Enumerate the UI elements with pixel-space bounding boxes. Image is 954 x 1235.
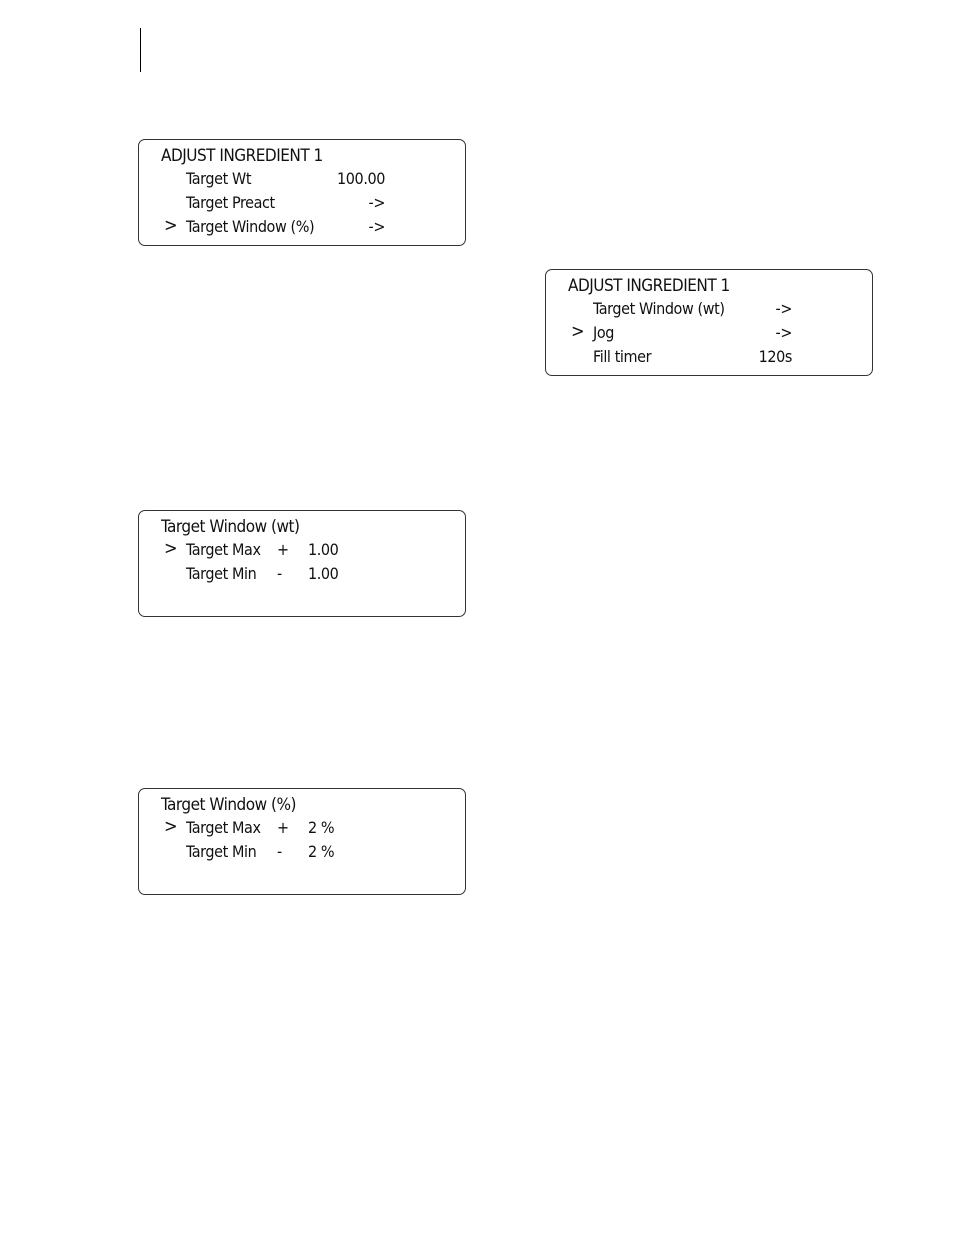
panel-title: Target Window (wt)	[161, 517, 300, 537]
menu-row-target-preact[interactable]	[139, 193, 465, 217]
menu-row-jog[interactable]	[546, 323, 872, 347]
menu-row-value: 2 %	[308, 818, 335, 837]
lcd-panel-target-window-wt	[138, 510, 466, 617]
menu-row-label: Target Max	[186, 818, 261, 837]
menu-row-target-wt[interactable]	[139, 169, 465, 193]
panel-title: ADJUST INGREDIENT 1	[568, 276, 730, 296]
panel-title: Target Window (%)	[161, 795, 296, 815]
minus-sign: -	[277, 842, 282, 861]
plus-sign: +	[277, 818, 289, 837]
plus-sign: +	[277, 540, 289, 559]
cursor-indicator: >	[164, 215, 178, 236]
menu-row-value: 120s	[758, 347, 792, 366]
menu-row-value: ->	[775, 299, 792, 318]
menu-row-label: Target Wt	[186, 169, 252, 188]
cursor-indicator: >	[164, 816, 178, 837]
lcd-panel-adjust-ingredient	[138, 139, 466, 246]
menu-row-fill-timer[interactable]	[546, 347, 872, 371]
lcd-panel-adjust-ingredient-page-2	[545, 269, 873, 376]
menu-row-value: 100.00	[337, 169, 385, 188]
menu-row-label: Target Max	[186, 540, 261, 559]
menu-row-target-max[interactable]	[139, 818, 465, 842]
menu-row-value: 1.00	[308, 540, 339, 559]
menu-row-label: Fill timer	[593, 347, 652, 366]
menu-row-value: ->	[368, 217, 385, 236]
menu-row-target-min[interactable]	[139, 564, 465, 588]
lcd-panel-target-window-pct	[138, 788, 466, 895]
menu-row-value: 1.00	[308, 564, 339, 583]
menu-row-value: ->	[368, 193, 385, 212]
menu-row-target-window-pct[interactable]	[139, 217, 465, 241]
menu-row-label: Target Preact	[186, 193, 275, 212]
menu-row-target-min[interactable]	[139, 842, 465, 866]
cursor-indicator: >	[164, 538, 178, 559]
menu-row-label: Target Min	[186, 564, 257, 583]
cursor-indicator: >	[571, 321, 585, 342]
menu-row-value: 2 %	[308, 842, 335, 861]
menu-row-label: Target Min	[186, 842, 257, 861]
menu-row-target-window-wt[interactable]	[546, 299, 872, 323]
menu-row-label: Target Window (%)	[186, 217, 315, 236]
menu-row-label: Target Window (wt)	[593, 299, 725, 318]
menu-row-target-max[interactable]	[139, 540, 465, 564]
menu-row-label: Jog	[593, 323, 614, 342]
panel-title: ADJUST INGREDIENT 1	[161, 146, 323, 166]
menu-row-value: ->	[775, 323, 792, 342]
page-margin-rule	[140, 28, 141, 72]
minus-sign: -	[277, 564, 282, 583]
